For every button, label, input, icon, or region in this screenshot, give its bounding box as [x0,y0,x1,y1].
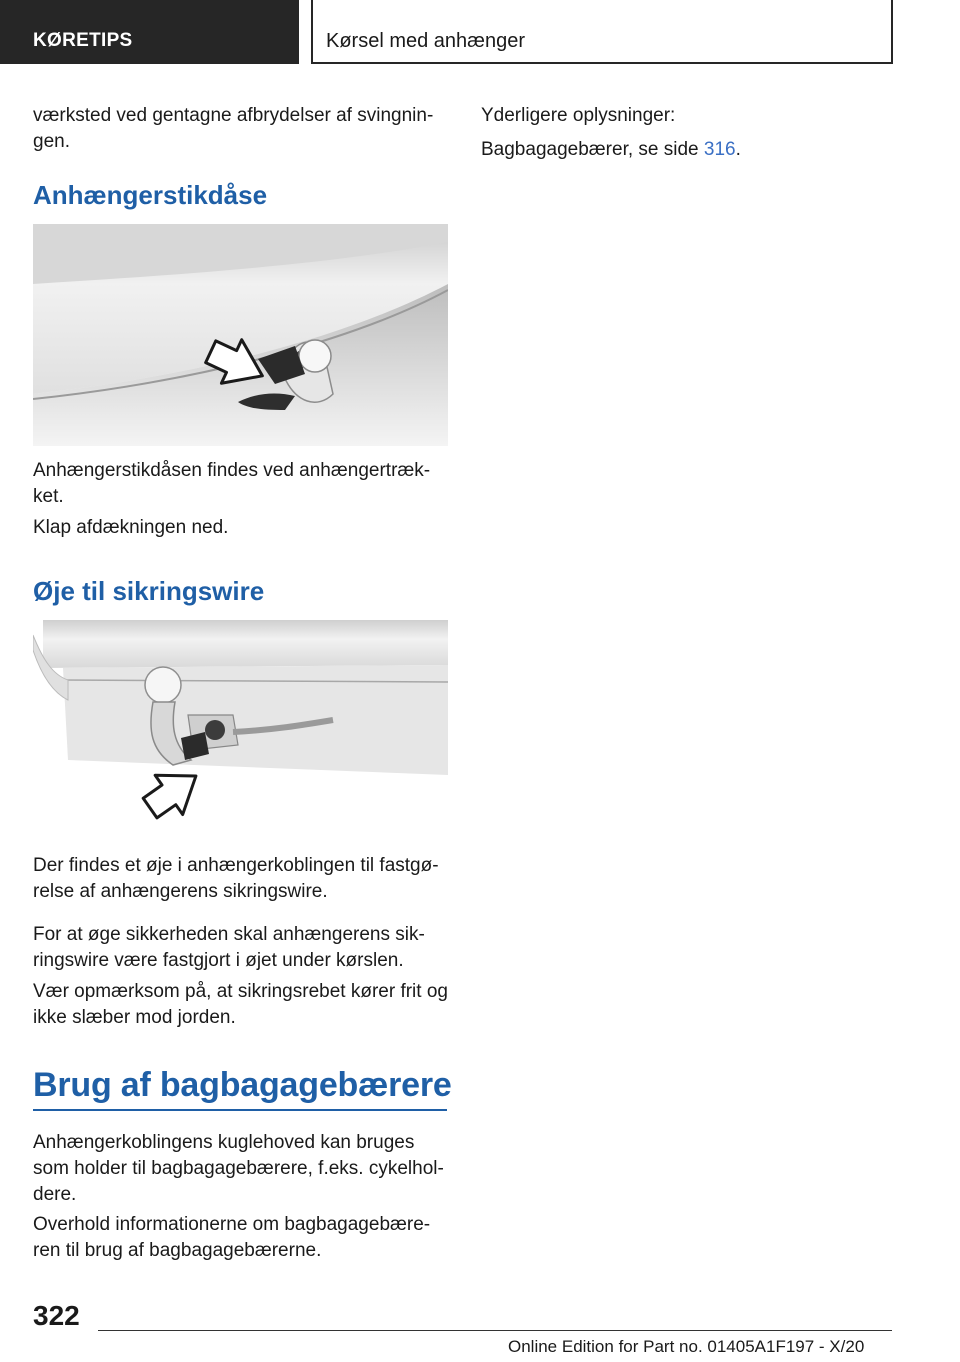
reference-text: Bagbagagebærer, se side [481,139,704,160]
header-section-label: KØRETIPS [33,30,133,51]
footer-divider [98,1330,892,1331]
more-info-label: Yderligere oplysninger: [481,105,676,126]
intro-paragraph: værksted ved gentagne afbrydelser af svingnin‐gen. [33,105,434,152]
safety-wire-eye-illustration [33,620,448,830]
socket-paragraph-1: Anhængerstikdåsen findes ved anhængertræk‐ket. [33,460,431,507]
header-section-tab [0,0,299,64]
eye-paragraph-2: For at øge sikkerheden skal anhængerens sik‐ringswire være fastgjort i øjet under kørslen. [33,924,425,971]
page-reference-link[interactable]: 316 [703,139,736,160]
rack-paragraph-1: Anhængerkoblingens kuglehoved kan bruges som holder til bagbagagebærere, f.eks. cykelhol‐dere. [33,1132,444,1205]
header-chapter-title: Kørsel med anhænger [326,30,525,52]
reference-suffix: . [735,139,741,160]
footer-edition: Online Edition for Part no. 01405A1F197 - X/20 [508,1337,865,1356]
heading-underline [33,1109,447,1111]
header-chapter-box [311,0,893,64]
heading-safety-wire-eye: Øje til sikringswire [33,576,265,606]
trailer-socket-illustration [33,224,448,446]
socket-paragraph-2: Klap afdækningen ned. [33,517,229,538]
heading-trailer-socket: Anhængerstikdåse [33,180,268,210]
heading-rear-carrier: Brug af bagbagagebærere [33,1066,452,1104]
eye-paragraph-3: Vær opmærksom på, at sikringsrebet kører frit og ikke slæber mod jorden. [33,981,448,1028]
page-number: 322 [33,1300,80,1331]
eye-paragraph-1: Der findes et øje i anhængerkoblingen til fastgø‐relse af anhængerens sikringswire. [33,855,439,902]
rack-paragraph-2: Overhold informationerne om bagbagagebære‐ren til brug af bagbagagebærerne. [33,1214,431,1261]
reference-line [481,137,921,163]
